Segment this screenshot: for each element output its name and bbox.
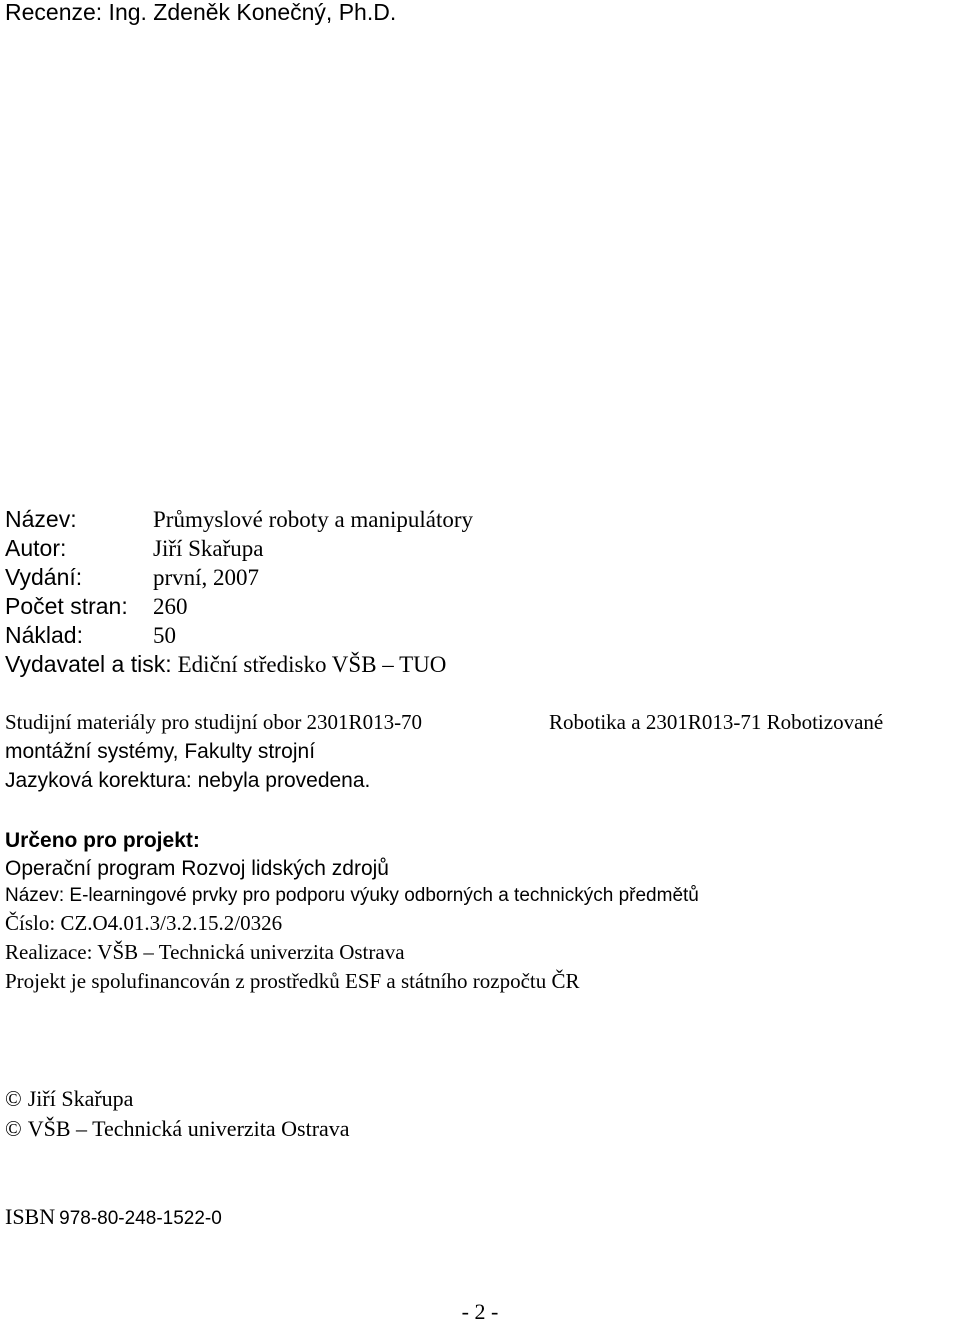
meta-label: Náklad: bbox=[5, 622, 83, 648]
meta-label: Název: bbox=[5, 506, 77, 532]
isbn-number: 978-80-248-1522-0 bbox=[59, 1208, 222, 1229]
project-heading: Určeno pro projekt: bbox=[5, 829, 200, 852]
study-line-1: Studijní materiály pro studijní obor 2301R013-70 bbox=[5, 710, 423, 734]
project-realization: Realizace: VŠB – Technická univerzita Ostrava bbox=[5, 940, 405, 964]
meta-value: Ediční středisko VŠB – TUO bbox=[177, 652, 447, 677]
meta-edition bbox=[5, 566, 259, 589]
project-number: Číslo: CZ.O4.01.3/3.2.15.2/0326 bbox=[5, 911, 283, 935]
study-line-1-right: Robotika a 2301R013-71 Robotizované bbox=[549, 710, 884, 734]
project-name: Název: E-learningové prvky pro podporu výuky odborných a technických předmětů bbox=[5, 885, 699, 906]
copyright-holder: Jiří Skařupa bbox=[27, 1086, 134, 1111]
page-number: - 2 - bbox=[461, 1299, 499, 1324]
meta-value: Průmyslové roboty a manipulátory bbox=[153, 507, 474, 532]
project-funding: Projekt je spolufinancován z prostředků ESF a státního rozpočtu ČR bbox=[5, 969, 580, 993]
meta-print-run bbox=[5, 624, 176, 647]
meta-value: 50 bbox=[153, 623, 176, 648]
copyright-icon: © bbox=[5, 1116, 22, 1141]
meta-pages bbox=[5, 595, 188, 618]
meta-label: Vydavatel a tisk: bbox=[5, 651, 172, 677]
study-line-3: Jazyková korektura: nebyla provedena. bbox=[5, 769, 371, 792]
copyright-line-1 bbox=[5, 1088, 133, 1110]
meta-value: první, 2007 bbox=[153, 565, 260, 590]
meta-author bbox=[5, 537, 264, 560]
meta-value: Jiří Skařupa bbox=[153, 536, 264, 561]
reviewer-line: Recenze: Ing. Zdeněk Konečný, Ph.D. bbox=[5, 0, 397, 25]
isbn-label: ISBN bbox=[5, 1204, 56, 1229]
meta-label: Počet stran: bbox=[5, 593, 128, 619]
copyright-icon: © bbox=[5, 1086, 22, 1111]
copyright-line-2 bbox=[5, 1118, 350, 1140]
copyright-holder: VŠB – Technická univerzita Ostrava bbox=[27, 1116, 350, 1141]
study-line-2: montážní systémy, Fakulty strojní bbox=[5, 740, 316, 763]
meta-label: Vydání: bbox=[5, 564, 83, 590]
meta-publisher bbox=[5, 653, 446, 676]
project-program: Operační program Rozvoj lidských zdrojů bbox=[5, 857, 389, 880]
meta-title bbox=[5, 508, 473, 531]
meta-label: Autor: bbox=[5, 535, 67, 561]
isbn-line bbox=[5, 1206, 222, 1228]
meta-value: 260 bbox=[153, 594, 188, 619]
